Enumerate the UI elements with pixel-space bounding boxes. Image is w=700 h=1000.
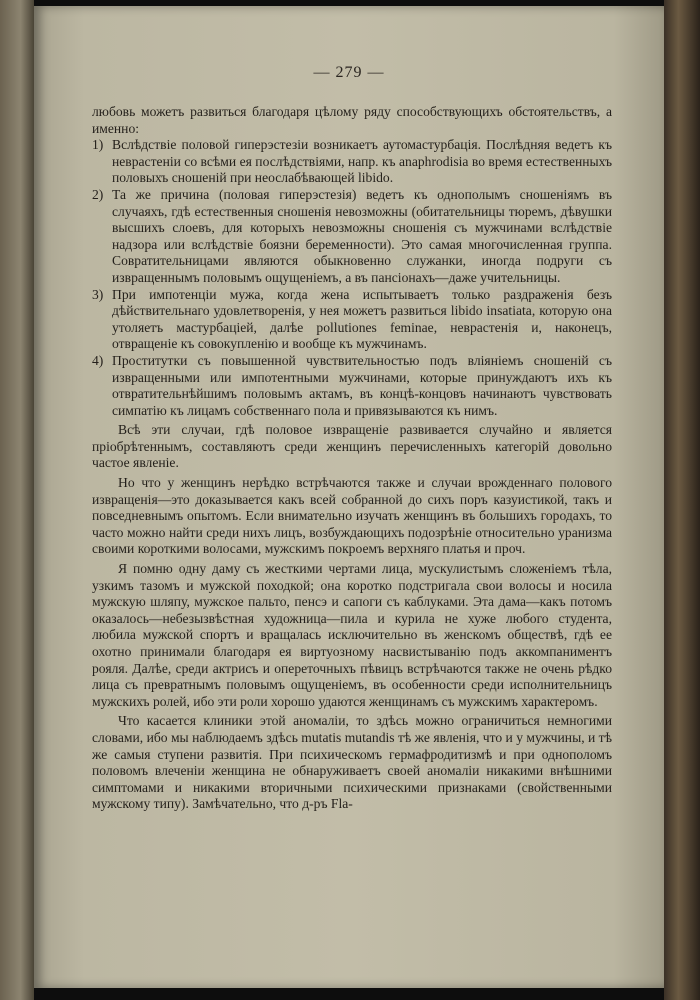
book-spine-edge bbox=[664, 0, 700, 1000]
list-item-number: 4) bbox=[92, 352, 104, 368]
intro-paragraph: любовь можетъ развиться благодаря цѣлому ряду способствующихъ обстоятельствъ, а именно: bbox=[92, 104, 612, 136]
list-item-number: 1) bbox=[92, 137, 104, 153]
list-item-text: Проститутки съ повышенной чувствительностью подъ вліяніемъ сношеній съ извращенными или импотентными мужчинами, которые принуждаютъ ихъ къ отвратительнѣйшимъ половымъ актамъ, въ концѣ-концовъ начинаютъ чувствовать симпатію къ лицамъ собственнаго пола и привязываются къ нимъ. bbox=[112, 352, 612, 418]
page-number: — 279 — bbox=[313, 64, 385, 81]
book-page bbox=[34, 6, 664, 988]
body-paragraph: Но что у женщинъ нерѣдко встрѣчаются также и случаи врожденнаго полового извращенія—это доказывается какъ всей собранной до сихъ поръ казуистикой, такъ и повседневнымъ опытомъ. Если внимательно изучать женщинъ въ большихъ городахъ, то часто можно найти среди нихъ лицъ, возбуждающихъ подозрѣніе относительно уранизма своими короткими волосами, мужскимъ покроемъ верхняго платья и проч. bbox=[92, 475, 612, 557]
list-item-text: Вслѣдствіе половой гиперэстезіи возникаетъ аутомастурбація. Послѣдняя ведетъ къ неврастеніи со всѣми ея послѣдствіями, напр. къ anaphrodisia во время естественныхъ половыхъ сношеній при неослабѣвающей libido. bbox=[112, 137, 612, 186]
list-item bbox=[92, 187, 612, 287]
list-item bbox=[92, 353, 612, 419]
body-paragraph: Всѣ эти случаи, гдѣ половое извращеніе развивается случайно и является пріобрѣтеннымъ, составляютъ среди женщинъ перечисленныхъ категорій довольно частое явленіе. bbox=[92, 422, 612, 471]
list-item-text: Та же причина (половая гиперэстезія) ведетъ къ однополымъ сношеніямъ въ случаяхъ, гдѣ естественныя сношенія невозможны (обитательницы тюремъ, дѣвушки высшихъ слоевъ, для которыхъ невозможны сношенія съ мужчинами вслѣдствіе надзора или вслѣдствіе боязни беременности). Это самая многочисленная группа. Совратительницами являются обыкновенно служанки, иногда подруги съ извращеннымъ половымъ ощущеніемъ, а въ пансіонахъ—даже учительницы. bbox=[112, 186, 612, 285]
list-item bbox=[92, 137, 612, 187]
list-item-text: При импотенціи мужа, когда жена испытываетъ только раздраженія безъ дѣйствительнаго удовлетворенія, у нея можетъ развиться libido insatiata, которую она утоляетъ мастурбаціей, далѣе pollutiones feminae, неврастенія и, наконецъ, отвращеніе къ совокупленію и вообще къ мужчинамъ. bbox=[112, 286, 612, 352]
list-item bbox=[92, 287, 612, 353]
body-paragraph: Я помню одну даму съ жесткими чертами лица, мускулистымъ сложеніемъ тѣла, узкимъ тазомъ и мужской походкой; она коротко подстригала свои волосы и носила мужскую шляпу, мужское пальто, пенсэ и сапоги съ каблуками. Эта дама—какъ потомъ оказалось—небезызвѣстная художница—пила и курила не хуже любого студента, любила мужской спортъ и вращалась исключительно въ женскомъ обществѣ, гдѣ ее охотно принимали благодаря ея виртуозному насвистыванію подъ аккомпаниментъ рояля. Далѣе, среди актрисъ и опереточныхъ пѣвицъ встрѣчаются также не очень рѣдко лица съ превратнымъ половымъ ощущеніемъ, въ особенности среди исполнительницъ мужскихъ ролей, ибо эти роли хорошо удаются женщинамъ съ мужскимъ характеромъ. bbox=[92, 561, 612, 709]
list-item-number: 3) bbox=[92, 286, 104, 302]
adjacent-page-edge bbox=[0, 0, 34, 1000]
page-text bbox=[92, 104, 612, 813]
list-item-number: 2) bbox=[92, 186, 104, 202]
body-paragraph: Что касается клиники этой аномаліи, то здѣсь можно ограничиться немногими словами, ибо мы наблюдаемъ здѣсь mutatis mutandis тѣ же явленія, что и у мужчины, и тѣ же самыя ступени развитія. При психическомъ гермафродитизмѣ и при однополомъ половомъ влеченіи женщина не обнаруживаетъ своей аномаліи никакими внѣшними симптомами и никакими вторичными психическими признаками (свойственными мужскому типу). Замѣчательно, что д-ръ Fla- bbox=[92, 713, 612, 812]
